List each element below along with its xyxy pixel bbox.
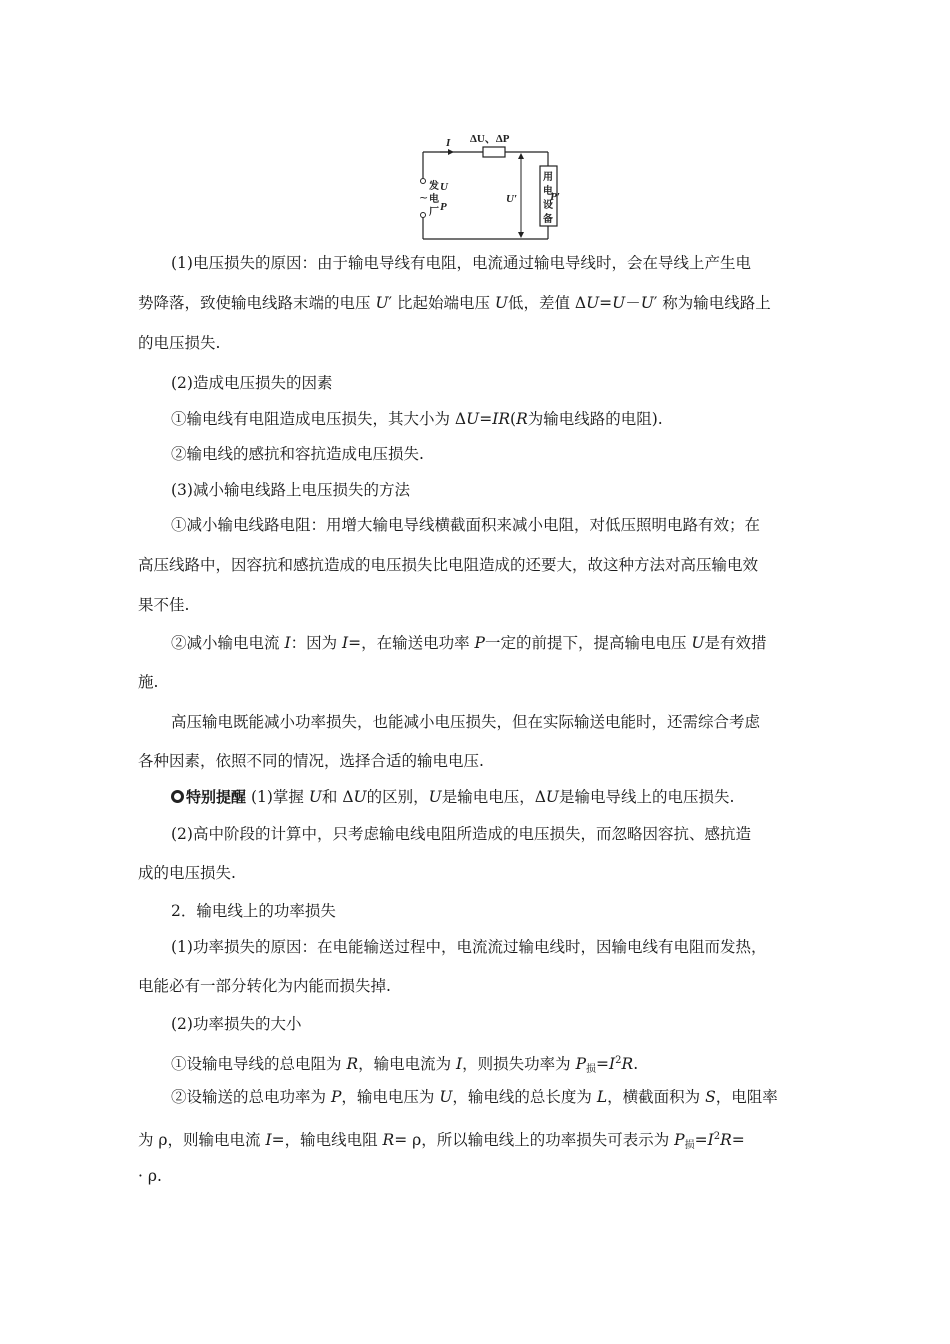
text-run: 是输电电压，Δ [441,788,546,806]
smiley-icon [171,790,184,803]
math-variable: U [308,788,322,806]
superscript: 2 [713,1131,721,1142]
text-run: ①设输电导线的总电阻为 [171,1055,347,1073]
text-run: (2)功率损失的大小 [171,1015,302,1033]
load-char-4: 备 [543,214,553,225]
text-run: ，电阻率 [715,1088,778,1106]
math-variable: P [575,1055,587,1073]
source-symbol: ~ [419,191,429,204]
text-line [138,1126,838,1157]
text-line [138,862,838,884]
math-variable: U [375,294,389,312]
text-run: (1)掌握 [246,788,309,806]
terminal-bottom [421,213,426,218]
math-variable: R [382,1131,395,1149]
text-run: (2)高中阶段的计算中，只考虑输电线电阻所造成的电压损失，而忽略因容抗、感抗造 [171,825,751,843]
math-variable: R [346,1055,359,1073]
terminal-top [421,179,426,184]
math-variable: I [342,634,349,652]
text-run: ′ 比起始端电压 [388,294,495,312]
text-line [138,443,838,465]
text-run: 势降落，致使输电线路末端的电压 [138,294,376,312]
text-run: = [694,1131,708,1149]
text-line [138,594,838,616]
text-run: 果不佳. [138,596,190,614]
text-run: (2)造成电压损失的因素 [171,374,333,392]
text-run: 和 Δ [321,788,354,806]
text-run: 各种因素，依照不同的情况，选择合适的输电电压. [138,752,484,770]
text-run: = [479,410,493,428]
math-variable: U [691,634,705,652]
text-run: ①输电线有电阻造成电压损失，其大小为 Δ [171,410,467,428]
math-variable: I [265,1131,272,1149]
text-run: 是输电导线上的电压损失. [558,788,735,806]
math-variable: R [516,410,528,428]
plant-char-1: 发 [429,181,439,192]
text-run: . [633,1055,639,1073]
text-run: = [731,1131,745,1149]
math-variable: S [705,1088,716,1106]
load-power-label: P′ [550,191,560,203]
text-line [138,823,838,845]
text-run: ：因为 [290,634,342,652]
load-char-3: 设 [543,200,553,211]
text-run: ，输电电压为 [341,1088,440,1106]
math-variable: U [428,788,442,806]
math-variable: U [494,294,508,312]
text-run: ②减小输电电流 [171,634,285,652]
math-variable: U [612,294,626,312]
text-line [138,1086,838,1108]
math-variable: I [456,1055,463,1073]
math-variable: I [707,1131,714,1149]
math-variable: P [674,1131,685,1149]
text-line [138,632,838,654]
text-run: (1)功率损失的原因：在电能输送过程中，电流流过输电线时，因输电线有电阻而发热， [171,938,767,956]
text-run: 是有效措 [704,634,767,652]
text-run: (1)电压损失的原因：由于输电导线有电阻，电流通过输电导线时，会在导线上产生电 [171,254,751,272]
math-variable: I [609,1055,616,1073]
load-char-1: 用 [543,172,553,183]
text-run: (3)减小输电线路上电压损失的方法 [171,481,410,499]
text-line [138,292,838,314]
special-note-label: 特别提醒 [186,788,247,806]
text-run: ，横截面积为 [607,1088,706,1106]
math-variable: P [474,634,485,652]
math-variable: L [596,1088,608,1106]
text-line [138,711,838,733]
text-run: ，输电线的总长度为 [452,1088,597,1106]
text-line [138,252,838,274]
text-run: 电能必有一部分转化为内能而损失掉. [138,977,391,995]
text-line [138,900,838,922]
text-run: 低，差值 Δ [507,294,587,312]
text-run: ②输电线的感抗和容抗造成电压损失. [171,445,424,463]
math-variable: U [466,410,480,428]
math-variable: R [720,1131,732,1149]
text-run: 为 ρ，则输电电流 [138,1131,266,1149]
text-run: 高压输电既能减小功率损失，也能减小电压损失，但在实际输送电能时，还需综合考虑 [171,713,761,731]
text-line [138,479,838,501]
text-run: ②设输送的总电功率为 [171,1088,331,1106]
text-line [138,372,838,394]
math-variable: U [640,294,654,312]
source-voltage-label: U [440,181,448,193]
text-line [138,936,838,958]
text-run: ( [510,410,517,428]
text-line [138,514,838,536]
transmission-circuit-diagram [410,128,560,248]
text-run: = [596,1055,610,1073]
text-run: 2．输电线上的功率损失 [171,902,336,920]
math-variable: U [439,1088,453,1106]
loss-label: ΔU、ΔP [470,133,510,145]
text-run: ①减小输电线路电阻：用增大输电导线横截面积来减小电阻，对低压照明电路有效；在 [171,516,761,534]
math-variable: P [330,1088,342,1106]
superscript: 2 [615,1055,622,1066]
subscript: 损 [586,1064,597,1075]
line-resistor [483,147,505,157]
math-variable: I [284,634,291,652]
text-line [138,750,838,772]
text-line [138,408,838,430]
text-run: 高压线路中，因容抗和感抗造成的电压损失比电阻造成的还要大，故这种方法对高压输电效 [138,556,759,574]
plant-char-2: 电 [429,194,439,205]
voltage-arrowhead-bottom [518,232,524,238]
current-arrowhead [448,149,454,155]
text-run: 为输电线路的电阻). [527,410,663,428]
source-power-label: P [440,201,447,213]
current-label: I [446,137,451,149]
math-variable: U [545,788,559,806]
plant-char-3: 厂 [429,207,439,218]
load-voltage-label: U′ [506,193,518,205]
text-run: =，输电线电阻 [271,1131,383,1149]
text-run: = [599,294,613,312]
special-note-badge [171,788,246,806]
text-line [138,786,838,808]
math-variable: R [621,1055,634,1073]
text-run: 的电压损失. [138,334,221,352]
math-variable: U [586,294,600,312]
text-run: 一定的前提下，提高输电电压 [484,634,692,652]
text-line [138,1013,838,1035]
text-run: = ρ，所以输电线上的功率损失可表示为 [394,1131,675,1149]
text-run: 成的电压损失. [138,864,236,882]
text-run: 施. [138,673,159,691]
text-run: ，输电电流为 [358,1055,457,1073]
text-line [138,671,838,693]
text-line [138,332,838,354]
text-run: ，则损失功率为 [462,1055,576,1073]
text-line [138,1165,838,1187]
voltage-arrowhead-top [518,153,524,159]
text-line [138,554,838,576]
subscript: 损 [684,1140,695,1151]
text-run: =，在输送电功率 [348,634,475,652]
math-variable: U [353,788,367,806]
math-variable: IR [492,410,510,428]
text-line [138,975,838,997]
text-run: － [625,294,641,312]
text-line [138,1050,838,1081]
text-run: · ρ. [138,1167,162,1185]
text-run: ′ 称为输电线路上 [653,294,771,312]
text-run: 的区别， [366,788,429,806]
load-char-2: 电 [543,186,553,197]
